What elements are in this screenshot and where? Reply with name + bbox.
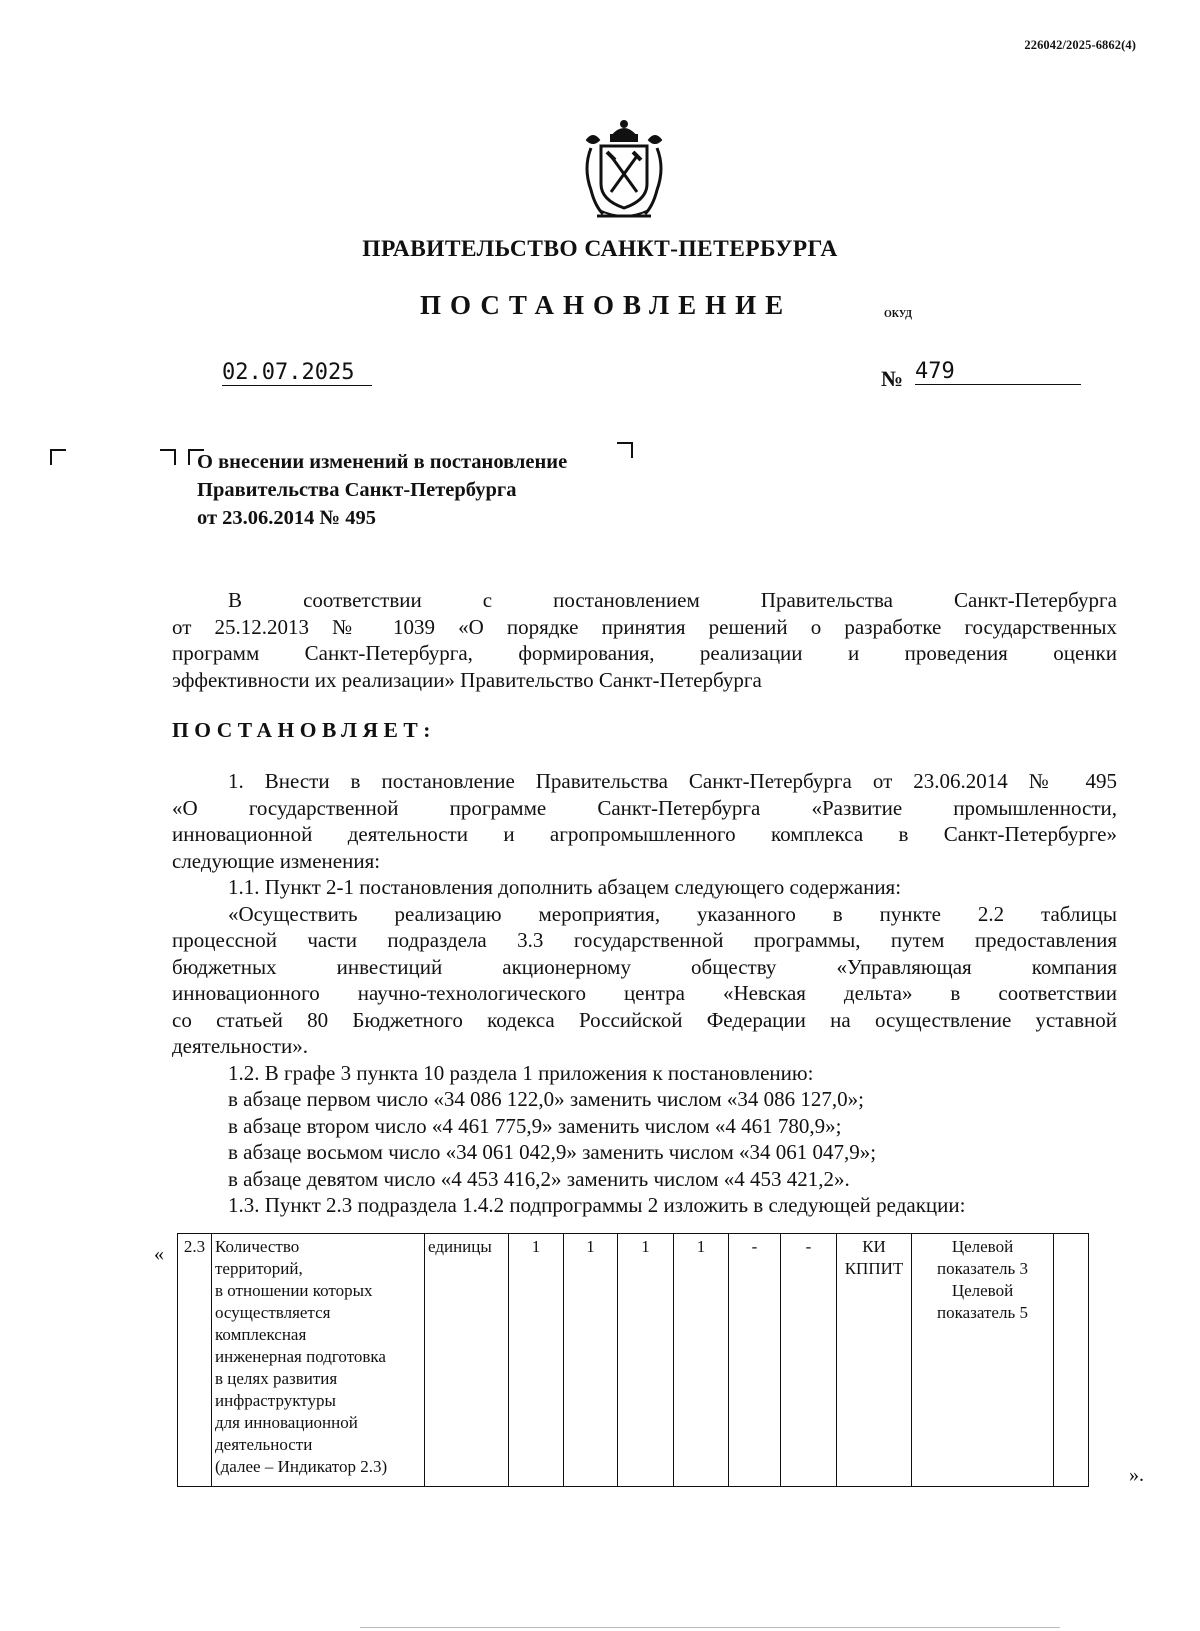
indicator-name-line: для инновационной	[215, 1413, 358, 1432]
value-cell: 1	[618, 1234, 674, 1487]
value-cell: -	[729, 1234, 781, 1487]
body-line: бюджетных инвестиций акционерному обществу «Управляющая компания	[172, 954, 1117, 979]
bracket-corner-right	[617, 442, 633, 458]
amendment-table	[177, 1233, 1089, 1487]
bracket-corner-left	[50, 449, 66, 465]
table-open-quote: «	[154, 1243, 164, 1265]
decree-date: 02.07.2025	[222, 361, 372, 386]
subject-line: Правительства Санкт-Петербурга	[197, 479, 517, 501]
amendment-item: в абзаце первом число «34 086 122,0» заменить числом «34 086 127,0»;	[228, 1087, 864, 1111]
bracket-corner-mid-left	[160, 449, 176, 465]
indicator-name-line: комплексная	[215, 1325, 307, 1344]
preamble	[172, 587, 1117, 693]
scan-edge-line	[360, 1627, 1060, 1628]
subject-block	[197, 448, 567, 532]
amendment-item: в абзаце втором число «4 461 775,9» заменить числом «4 461 780,9»;	[228, 1113, 842, 1138]
indicator-name-line: (далее – Индикатор 2.3)	[215, 1457, 388, 1476]
indicator-name-line: осуществляется	[215, 1303, 331, 1322]
body-line: процессной части подраздела 3.3 государственной программы, путем предоставления	[172, 928, 1117, 952]
spb-coat-of-arms-icon	[581, 118, 667, 224]
preamble-line: эффективности их реализации» Правительство Санкт-Петербурга	[172, 667, 762, 692]
body-line: «О государственной программе Санкт-Петербурга «Развитие промышленности,	[172, 795, 1117, 820]
body-line: со статьей 80 Бюджетного кодекса Российской Федерации на осуществление уставной	[172, 1007, 1117, 1032]
decree-body	[172, 768, 1117, 1219]
empty-cell	[1054, 1234, 1089, 1487]
value-cell: -	[781, 1234, 837, 1487]
indicator-name-line: инженерная подготовка	[215, 1347, 386, 1366]
unit-cell: единицы	[425, 1234, 509, 1487]
government-title: ПРАВИТЕЛЬСТВО САНКТ-ПЕТЕРБУРГА	[362, 236, 838, 262]
target-line: показатель 3	[937, 1259, 1028, 1278]
table-row	[178, 1234, 1089, 1487]
body-line: инновационного научно-технологического центра «Невская дельта» в соответствии	[172, 981, 1117, 1005]
subject-line: О внесении изменений в постановление	[197, 451, 568, 473]
document-number: 226042/2025-6862(4)	[1024, 38, 1136, 52]
target-line: Целевой	[951, 1281, 1014, 1300]
indicator-name-line: деятельности	[215, 1435, 313, 1454]
clause-1-1: 1.1. Пункт 2-1 постановления дополнить абзацем следующего содержания:	[228, 875, 902, 899]
preamble-line: программ Санкт-Петербурга, формирования, реализации и проведения оценки	[172, 641, 1117, 665]
responsible-line: КППИТ	[844, 1259, 904, 1278]
value-cell: 1	[509, 1234, 564, 1487]
clause-1-2: 1.2. В графе 3 пункта 10 раздела 1 приложения к постановлению:	[228, 1060, 814, 1085]
amendment-item: в абзаце восьмом число «34 061 042,9» заменить числом «34 061 047,9»;	[228, 1140, 877, 1164]
indicator-name-line: Количество	[215, 1237, 300, 1256]
subject-line: от 23.06.2014 № 495	[197, 507, 377, 529]
resolves-heading: ПОСТАНОВЛЯЕТ:	[172, 718, 436, 742]
number-sign: №	[881, 366, 904, 391]
body-line: «Осуществить реализацию мероприятия, указанного в пункте 2.2 таблицы	[228, 901, 1117, 926]
body-line: 1. Внести в постановление Правительства Санкт-Петербурга от 23.06.2014 № 495	[228, 769, 1117, 793]
body-line: инновационной деятельности и агропромышленного комплекса в Санкт-Петербурге»	[172, 822, 1117, 846]
body-line: деятельности».	[172, 1034, 308, 1058]
value-cell: 1	[674, 1234, 729, 1487]
target-line: Целевой	[951, 1237, 1014, 1256]
target-indicator-cell	[912, 1234, 1054, 1487]
decree-title: ПОСТАНОВЛЕНИЕ	[420, 290, 793, 320]
body-line: следующие изменения:	[172, 848, 381, 873]
indicator-name-line: территорий,	[215, 1259, 303, 1278]
amendment-item: в абзаце девятом число «4 453 416,2» заменить числом «4 453 421,2».	[228, 1166, 850, 1191]
decree-number: 479	[915, 360, 1081, 385]
row-number-cell: 2.3	[178, 1234, 212, 1487]
indicator-name-line: в отношении которых	[215, 1281, 373, 1300]
indicator-name-cell	[212, 1234, 425, 1487]
indicator-name-line: в целях развития	[215, 1369, 338, 1388]
clause-1-3: 1.3. Пункт 2.3 подраздела 1.4.2 подпрограммы 2 изложить в следующей редакции:	[228, 1193, 966, 1217]
preamble-line: от 25.12.2013 № 1039 «О порядке принятия решений о разработке государственных	[172, 614, 1117, 639]
preamble-line: В соответствии с постановлением Правительства Санкт-Петербурга	[228, 588, 1117, 612]
responsible-cell	[837, 1234, 912, 1487]
indicator-name-line: инфраструктуры	[215, 1391, 336, 1410]
responsible-line: КИ	[862, 1237, 886, 1256]
target-line: показатель 5	[937, 1303, 1028, 1322]
table-close-quote: ».	[1129, 1464, 1144, 1486]
value-cell: 1	[564, 1234, 618, 1487]
okud-label: ОКУД	[884, 309, 913, 320]
